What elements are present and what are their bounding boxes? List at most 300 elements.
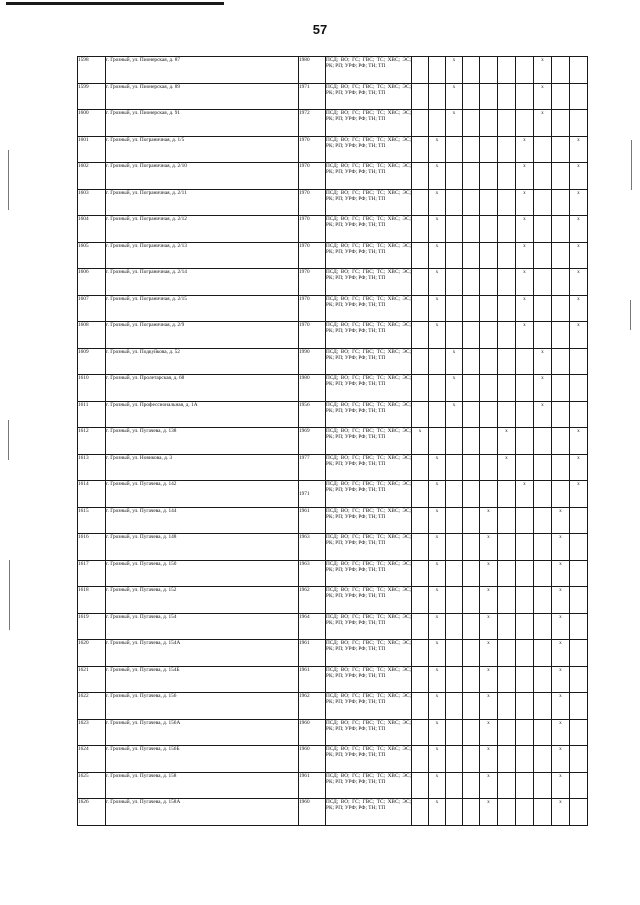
year-cell: 1970 bbox=[299, 295, 326, 322]
row-number-cell: 1606 bbox=[78, 269, 106, 296]
work-mark-cell bbox=[463, 587, 480, 614]
systems-cell: ПСД; ВО; ГС; ГВС; ТС; ХВС; ЭС; РК; РП; УРФ; РФ; ТН; ТП bbox=[326, 428, 412, 455]
row-number-cell: 1615 bbox=[78, 507, 106, 534]
work-mark-cell bbox=[570, 507, 588, 534]
work-mark-cell bbox=[480, 216, 498, 243]
work-mark-cell bbox=[552, 295, 570, 322]
work-mark-cell bbox=[480, 189, 498, 216]
work-mark-cell bbox=[463, 57, 480, 84]
work-mark-cell bbox=[516, 57, 534, 84]
table-row bbox=[78, 693, 588, 720]
work-mark-cell bbox=[498, 242, 516, 269]
work-mark-cell bbox=[412, 163, 429, 190]
row-number-cell: 1604 bbox=[78, 216, 106, 243]
year-cell: 1970 bbox=[299, 322, 326, 349]
row-number-cell: 1608 bbox=[78, 322, 106, 349]
work-mark-cell bbox=[534, 322, 552, 349]
work-mark-cell bbox=[498, 666, 516, 693]
work-mark-cell bbox=[552, 242, 570, 269]
work-mark-cell bbox=[534, 242, 552, 269]
table-row bbox=[78, 216, 588, 243]
work-mark-cell bbox=[498, 269, 516, 296]
work-mark-cell: x bbox=[570, 481, 588, 508]
row-number-cell: 1613 bbox=[78, 454, 106, 481]
work-mark-cell bbox=[463, 216, 480, 243]
work-mark-cell bbox=[534, 454, 552, 481]
work-mark-cell: x bbox=[429, 746, 446, 773]
systems-cell: ПСД; ВО; ГС; ГВС; ТС; ХВС; ЭС; РК; РП; УРФ; РФ; ТН; ТП bbox=[326, 295, 412, 322]
work-mark-cell bbox=[498, 560, 516, 587]
work-mark-cell bbox=[412, 693, 429, 720]
address-cell: г. Грозный, ул. Пугачева, д. 158 bbox=[106, 772, 299, 799]
address-cell: г. Грозный, ул. Пограничная, д. 2/11 bbox=[106, 189, 299, 216]
work-mark-cell bbox=[429, 428, 446, 455]
work-mark-cell: x bbox=[570, 216, 588, 243]
work-mark-cell bbox=[480, 348, 498, 375]
year-cell: 1990 bbox=[299, 348, 326, 375]
year-cell: 1970 bbox=[299, 216, 326, 243]
work-mark-cell bbox=[463, 799, 480, 826]
work-mark-cell bbox=[516, 83, 534, 110]
work-mark-cell bbox=[516, 613, 534, 640]
work-mark-cell: x bbox=[534, 57, 552, 84]
work-mark-cell bbox=[516, 507, 534, 534]
row-number-cell: 1612 bbox=[78, 428, 106, 455]
work-mark-cell bbox=[412, 375, 429, 402]
work-mark-cell: x bbox=[429, 242, 446, 269]
work-mark-cell bbox=[463, 693, 480, 720]
work-mark-cell: x bbox=[480, 746, 498, 773]
work-mark-cell bbox=[446, 613, 463, 640]
table-row bbox=[78, 83, 588, 110]
work-mark-cell: x bbox=[516, 322, 534, 349]
work-mark-cell bbox=[412, 587, 429, 614]
year-cell: 1963 bbox=[299, 534, 326, 561]
work-mark-cell bbox=[570, 110, 588, 137]
table-row bbox=[78, 242, 588, 269]
work-mark-cell: x bbox=[429, 719, 446, 746]
work-mark-cell bbox=[498, 295, 516, 322]
work-mark-cell bbox=[498, 534, 516, 561]
year-cell: 1956 bbox=[299, 401, 326, 428]
year-cell: 1980 bbox=[299, 57, 326, 84]
work-mark-cell bbox=[446, 136, 463, 163]
year-cell: 1970 bbox=[299, 242, 326, 269]
work-mark-cell bbox=[429, 401, 446, 428]
scan-artifact bbox=[8, 420, 9, 460]
work-mark-cell: x bbox=[429, 269, 446, 296]
systems-cell: ПСД; ВО; ГС; ГВС; ТС; ХВС; ЭС; РК; РП; УРФ; РФ; ТН; ТП bbox=[326, 216, 412, 243]
work-mark-cell bbox=[446, 746, 463, 773]
work-mark-cell bbox=[570, 666, 588, 693]
work-mark-cell: x bbox=[552, 640, 570, 667]
systems-cell: ПСД; ВО; ГС; ГВС; ТС; ХВС; ЭС; РК; РП; УРФ; РФ; ТН; ТП bbox=[326, 587, 412, 614]
row-number-cell: 1602 bbox=[78, 163, 106, 190]
work-mark-cell: x bbox=[429, 693, 446, 720]
work-mark-cell: x bbox=[552, 693, 570, 720]
address-cell: г. Грозный, ул. Пролетарская, д. 68 bbox=[106, 375, 299, 402]
work-mark-cell bbox=[534, 613, 552, 640]
table-row bbox=[78, 57, 588, 84]
work-mark-cell bbox=[498, 83, 516, 110]
work-mark-cell bbox=[534, 587, 552, 614]
work-mark-cell bbox=[429, 348, 446, 375]
work-mark-cell bbox=[412, 454, 429, 481]
work-mark-cell bbox=[412, 136, 429, 163]
work-mark-cell bbox=[552, 322, 570, 349]
scan-artifact bbox=[9, 560, 10, 630]
work-mark-cell bbox=[446, 534, 463, 561]
work-mark-cell: x bbox=[552, 666, 570, 693]
work-mark-cell: x bbox=[480, 560, 498, 587]
page-number: 57 bbox=[312, 22, 328, 37]
work-mark-cell: x bbox=[516, 163, 534, 190]
work-mark-cell bbox=[412, 534, 429, 561]
row-number-cell: 1600 bbox=[78, 110, 106, 137]
work-mark-cell: x bbox=[552, 799, 570, 826]
work-mark-cell bbox=[498, 216, 516, 243]
systems-cell: ПСД; ВО; ГС; ГВС; ТС; ХВС; ЭС; РК; РП; УРФ; РФ; ТН; ТП bbox=[326, 640, 412, 667]
work-mark-cell bbox=[446, 189, 463, 216]
row-number-cell: 1617 bbox=[78, 560, 106, 587]
work-mark-cell bbox=[480, 163, 498, 190]
work-mark-cell bbox=[446, 719, 463, 746]
work-mark-cell bbox=[446, 242, 463, 269]
work-mark-cell: x bbox=[429, 189, 446, 216]
work-mark-cell bbox=[570, 719, 588, 746]
table-row bbox=[78, 375, 588, 402]
work-mark-cell bbox=[463, 666, 480, 693]
work-mark-cell bbox=[446, 322, 463, 349]
work-mark-cell bbox=[480, 110, 498, 137]
address-cell: г. Грозный, ул. Пугачева, д. 142 bbox=[106, 481, 299, 508]
work-mark-cell bbox=[446, 454, 463, 481]
work-mark-cell: x bbox=[534, 110, 552, 137]
work-mark-cell: x bbox=[480, 587, 498, 614]
work-mark-cell bbox=[463, 163, 480, 190]
systems-cell: ПСД; ВО; ГС; ГВС; ТС; ХВС; ЭС; РК; РП; УРФ; РФ; ТН; ТП bbox=[326, 454, 412, 481]
work-mark-cell bbox=[463, 534, 480, 561]
work-mark-cell: x bbox=[429, 640, 446, 667]
work-mark-cell: x bbox=[498, 454, 516, 481]
row-number-cell: 1611 bbox=[78, 401, 106, 428]
work-mark-cell: x bbox=[516, 136, 534, 163]
systems-cell: ПСД; ВО; ГС; ГВС; ТС; ХВС; ЭС; РК; РП; УРФ; РФ; ТН; ТП bbox=[326, 719, 412, 746]
work-mark-cell bbox=[534, 640, 552, 667]
work-mark-cell: x bbox=[429, 322, 446, 349]
work-mark-cell bbox=[412, 799, 429, 826]
work-mark-cell bbox=[534, 163, 552, 190]
address-cell: г. Грозный, ул. Пограничная, д. 2/13 bbox=[106, 242, 299, 269]
work-mark-cell bbox=[498, 189, 516, 216]
address-cell: г. Грозный, ул. Пугачева, д. 152 bbox=[106, 587, 299, 614]
work-mark-cell: x bbox=[480, 507, 498, 534]
work-mark-cell bbox=[534, 719, 552, 746]
work-mark-cell: x bbox=[429, 613, 446, 640]
table-row bbox=[78, 110, 588, 137]
work-mark-cell: x bbox=[570, 428, 588, 455]
work-mark-cell bbox=[446, 481, 463, 508]
table-row bbox=[78, 534, 588, 561]
work-mark-cell bbox=[480, 454, 498, 481]
year-cell: 1961 bbox=[299, 772, 326, 799]
work-mark-cell: x bbox=[534, 83, 552, 110]
work-mark-cell bbox=[534, 216, 552, 243]
work-mark-cell bbox=[412, 189, 429, 216]
work-mark-cell bbox=[534, 560, 552, 587]
table-row bbox=[78, 613, 588, 640]
work-mark-cell bbox=[412, 348, 429, 375]
year-cell: 1961 bbox=[299, 640, 326, 667]
table-row bbox=[78, 454, 588, 481]
systems-cell: ПСД; ВО; ГС; ГВС; ТС; ХВС; ЭС; РК; РП; УРФ; РФ; ТН; ТП bbox=[326, 799, 412, 826]
scan-artifact bbox=[630, 300, 631, 330]
work-mark-cell bbox=[552, 401, 570, 428]
work-mark-cell bbox=[463, 640, 480, 667]
table-row bbox=[78, 189, 588, 216]
systems-cell: ПСД; ВО; ГС; ГВС; ТС; ХВС; ЭС; РК; РП; УРФ; РФ; ТН; ТП bbox=[326, 322, 412, 349]
work-mark-cell bbox=[534, 136, 552, 163]
year-cell: 1971 bbox=[299, 83, 326, 110]
systems-cell: ПСД; ВО; ГС; ГВС; ТС; ХВС; ЭС; РК; РП; УРФ; РФ; ТН; ТП bbox=[326, 110, 412, 137]
work-mark-cell bbox=[480, 401, 498, 428]
work-mark-cell: x bbox=[570, 189, 588, 216]
row-number-cell: 1598 bbox=[78, 57, 106, 84]
work-mark-cell bbox=[498, 110, 516, 137]
year-cell: 1970 bbox=[299, 189, 326, 216]
work-mark-cell bbox=[570, 613, 588, 640]
address-cell: г. Грозный, ул. Пионерская, д. 89 bbox=[106, 83, 299, 110]
work-mark-cell bbox=[534, 507, 552, 534]
work-mark-cell: x bbox=[429, 560, 446, 587]
systems-cell: ПСД; ВО; ГС; ГВС; ТС; ХВС; ЭС; РК; РП; УРФ; РФ; ТН; ТП bbox=[326, 560, 412, 587]
table-row bbox=[78, 560, 588, 587]
work-mark-cell: x bbox=[516, 242, 534, 269]
building-registry-table bbox=[77, 56, 588, 826]
work-mark-cell bbox=[552, 110, 570, 137]
row-number-cell: 1620 bbox=[78, 640, 106, 667]
work-mark-cell bbox=[446, 640, 463, 667]
work-mark-cell bbox=[534, 666, 552, 693]
year-cell: 1977 bbox=[299, 454, 326, 481]
row-number-cell: 1603 bbox=[78, 189, 106, 216]
work-mark-cell bbox=[516, 534, 534, 561]
row-number-cell: 1607 bbox=[78, 295, 106, 322]
address-cell: г. Грозный, ул. Пограничная, д. 2/9 bbox=[106, 322, 299, 349]
systems-cell: ПСД; ВО; ГС; ГВС; ТС; ХВС; ЭС; РК; РП; УРФ; РФ; ТН; ТП bbox=[326, 375, 412, 402]
work-mark-cell bbox=[446, 295, 463, 322]
work-mark-cell bbox=[446, 507, 463, 534]
work-mark-cell bbox=[480, 269, 498, 296]
work-mark-cell bbox=[516, 772, 534, 799]
systems-cell: ПСД; ВО; ГС; ГВС; ТС; ХВС; ЭС; РК; РП; УРФ; РФ; ТН; ТП bbox=[326, 746, 412, 773]
work-mark-cell bbox=[498, 136, 516, 163]
work-mark-cell bbox=[480, 83, 498, 110]
work-mark-cell: x bbox=[552, 587, 570, 614]
address-cell: г. Грозный, ул. Пограничная, д. 2/12 bbox=[106, 216, 299, 243]
work-mark-cell bbox=[412, 216, 429, 243]
work-mark-cell bbox=[552, 136, 570, 163]
work-mark-cell bbox=[552, 375, 570, 402]
work-mark-cell bbox=[463, 295, 480, 322]
work-mark-cell: x bbox=[570, 322, 588, 349]
systems-cell: ПСД; ВО; ГС; ГВС; ТС; ХВС; ЭС; РК; РП; УРФ; РФ; ТН; ТП bbox=[326, 534, 412, 561]
systems-cell: ПСД; ВО; ГС; ГВС; ТС; ХВС; ЭС; РК; РП; УРФ; РФ; ТН; ТП bbox=[326, 613, 412, 640]
work-mark-cell bbox=[446, 693, 463, 720]
work-mark-cell bbox=[412, 401, 429, 428]
work-mark-cell: x bbox=[480, 799, 498, 826]
work-mark-cell: x bbox=[570, 163, 588, 190]
work-mark-cell: x bbox=[429, 163, 446, 190]
table-row bbox=[78, 163, 588, 190]
year-cell: 1961 bbox=[299, 507, 326, 534]
work-mark-cell bbox=[480, 481, 498, 508]
work-mark-cell bbox=[463, 83, 480, 110]
work-mark-cell bbox=[446, 666, 463, 693]
work-mark-cell: x bbox=[570, 269, 588, 296]
work-mark-cell: x bbox=[429, 799, 446, 826]
address-cell: г. Грозный, ул. Пугачева, д. 154 bbox=[106, 613, 299, 640]
work-mark-cell: x bbox=[570, 295, 588, 322]
scan-artifact bbox=[8, 150, 9, 210]
work-mark-cell: x bbox=[552, 534, 570, 561]
address-cell: г. Грозный, ул. Пионерская, д. 91 bbox=[106, 110, 299, 137]
work-mark-cell: x bbox=[429, 534, 446, 561]
year-cell: 1962 bbox=[299, 587, 326, 614]
work-mark-cell bbox=[570, 534, 588, 561]
header-rule bbox=[6, 2, 224, 5]
row-number-cell: 1599 bbox=[78, 83, 106, 110]
work-mark-cell bbox=[480, 136, 498, 163]
row-number-cell: 1605 bbox=[78, 242, 106, 269]
work-mark-cell bbox=[534, 481, 552, 508]
work-mark-cell: x bbox=[446, 110, 463, 137]
systems-cell: ПСД; ВО; ГС; ГВС; ТС; ХВС; ЭС; РК; РП; УРФ; РФ; ТН; ТП bbox=[326, 83, 412, 110]
work-mark-cell bbox=[570, 57, 588, 84]
row-number-cell: 1624 bbox=[78, 746, 106, 773]
work-mark-cell: x bbox=[480, 613, 498, 640]
year-cell: 1964 bbox=[299, 613, 326, 640]
address-cell: г. Грозный, ул. Пугачева, д. 158А bbox=[106, 799, 299, 826]
work-mark-cell bbox=[570, 401, 588, 428]
table-row bbox=[78, 666, 588, 693]
address-cell: г. Грозный, ул. Пугачева, д. 156 bbox=[106, 693, 299, 720]
row-number-cell: 1625 bbox=[78, 772, 106, 799]
row-number-cell: 1621 bbox=[78, 666, 106, 693]
address-cell: г. Грозный, ул. Пограничная, д. 2/14 bbox=[106, 269, 299, 296]
work-mark-cell bbox=[498, 640, 516, 667]
work-mark-cell: x bbox=[498, 428, 516, 455]
work-mark-cell bbox=[446, 587, 463, 614]
work-mark-cell: x bbox=[429, 136, 446, 163]
year-cell: 1970 bbox=[299, 163, 326, 190]
work-mark-cell bbox=[412, 507, 429, 534]
work-mark-cell bbox=[534, 746, 552, 773]
work-mark-cell bbox=[552, 189, 570, 216]
work-mark-cell bbox=[570, 587, 588, 614]
systems-cell: ПСД; ВО; ГС; ГВС; ТС; ХВС; ЭС; РК; РП; УРФ; РФ; ТН; ТП bbox=[326, 163, 412, 190]
year-cell: 1962 bbox=[299, 693, 326, 720]
work-mark-cell bbox=[570, 746, 588, 773]
systems-cell: ПСД; ВО; ГС; ГВС; ТС; ХВС; ЭС; РК; РП; УРФ; РФ; ТН; ТП bbox=[326, 57, 412, 84]
work-mark-cell bbox=[498, 375, 516, 402]
work-mark-cell: x bbox=[534, 401, 552, 428]
work-mark-cell bbox=[412, 322, 429, 349]
work-mark-cell: x bbox=[429, 216, 446, 243]
systems-cell: ПСД; ВО; ГС; ГВС; ТС; ХВС; ЭС; РК; РП; УРФ; РФ; ТН; ТП bbox=[326, 189, 412, 216]
table-row bbox=[78, 772, 588, 799]
work-mark-cell bbox=[429, 83, 446, 110]
systems-cell: ПСД; ВО; ГС; ГВС; ТС; ХВС; ЭС; РК; РП; УРФ; РФ; ТН; ТП bbox=[326, 136, 412, 163]
year-cell: 1963 bbox=[299, 560, 326, 587]
table-row bbox=[78, 269, 588, 296]
table-row bbox=[78, 136, 588, 163]
row-number-cell: 1626 bbox=[78, 799, 106, 826]
work-mark-cell: x bbox=[552, 560, 570, 587]
work-mark-cell bbox=[412, 746, 429, 773]
work-mark-cell: x bbox=[429, 454, 446, 481]
work-mark-cell: x bbox=[552, 772, 570, 799]
table-row bbox=[78, 295, 588, 322]
work-mark-cell bbox=[463, 242, 480, 269]
work-mark-cell bbox=[516, 560, 534, 587]
row-number-cell: 1601 bbox=[78, 136, 106, 163]
work-mark-cell: x bbox=[516, 216, 534, 243]
work-mark-cell bbox=[480, 57, 498, 84]
work-mark-cell bbox=[429, 110, 446, 137]
work-mark-cell bbox=[463, 613, 480, 640]
work-mark-cell bbox=[463, 772, 480, 799]
work-mark-cell bbox=[412, 110, 429, 137]
work-mark-cell bbox=[534, 428, 552, 455]
work-mark-cell bbox=[480, 242, 498, 269]
year-cell: 1960 bbox=[299, 746, 326, 773]
work-mark-cell bbox=[412, 481, 429, 508]
work-mark-cell bbox=[446, 560, 463, 587]
work-mark-cell bbox=[552, 216, 570, 243]
row-number-cell: 1610 bbox=[78, 375, 106, 402]
work-mark-cell bbox=[463, 428, 480, 455]
year-cell: 1971 bbox=[299, 481, 326, 508]
work-mark-cell bbox=[516, 719, 534, 746]
systems-cell: ПСД; ВО; ГС; ГВС; ТС; ХВС; ЭС; РК; РП; УРФ; РФ; ТН; ТП bbox=[326, 666, 412, 693]
work-mark-cell: x bbox=[480, 772, 498, 799]
work-mark-cell bbox=[552, 348, 570, 375]
work-mark-cell bbox=[412, 269, 429, 296]
address-cell: г. Грозный, ул. Подкуйкова, д. 52 bbox=[106, 348, 299, 375]
work-mark-cell bbox=[446, 269, 463, 296]
work-mark-cell bbox=[446, 772, 463, 799]
work-mark-cell bbox=[534, 693, 552, 720]
work-mark-cell bbox=[552, 428, 570, 455]
work-mark-cell bbox=[498, 481, 516, 508]
table-row bbox=[78, 587, 588, 614]
work-mark-cell: x bbox=[516, 189, 534, 216]
address-cell: г. Грозный, ул. Пограничная, д. 2/10 bbox=[106, 163, 299, 190]
systems-cell: ПСД; ВО; ГС; ГВС; ТС; ХВС; ЭС; РК; РП; УРФ; РФ; ТН; ТП bbox=[326, 269, 412, 296]
year-cell: 1961 bbox=[299, 666, 326, 693]
systems-cell: ПСД; ВО; ГС; ГВС; ТС; ХВС; ЭС; РК; РП; УРФ; РФ; ТН; ТП bbox=[326, 693, 412, 720]
work-mark-cell bbox=[480, 375, 498, 402]
work-mark-cell bbox=[516, 110, 534, 137]
work-mark-cell bbox=[463, 401, 480, 428]
work-mark-cell: x bbox=[516, 481, 534, 508]
work-mark-cell bbox=[552, 57, 570, 84]
table-row bbox=[78, 719, 588, 746]
work-mark-cell bbox=[570, 772, 588, 799]
address-cell: г. Грозный, ул. Пугачева, д. 154А bbox=[106, 640, 299, 667]
work-mark-cell bbox=[570, 560, 588, 587]
